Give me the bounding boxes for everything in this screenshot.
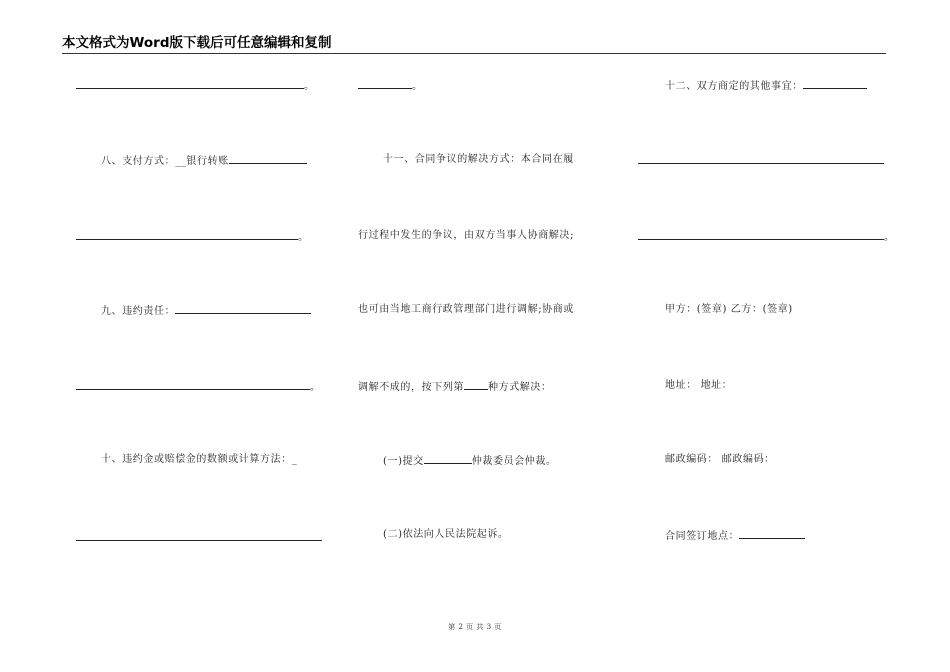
page-footer: 第 2 页 共 3 页 <box>448 623 502 631</box>
fill-blank <box>76 530 322 541</box>
right-line-2 <box>638 153 884 169</box>
left-penalty-calculation <box>101 453 297 467</box>
middle-lawsuit-option <box>383 528 509 542</box>
middle-dispute-text-2 <box>358 303 574 317</box>
middle-dispute-text-3 <box>358 379 552 395</box>
right-address <box>665 379 732 393</box>
right-postal-code <box>665 453 775 467</box>
fill-blank <box>739 528 805 539</box>
fill-blank <box>76 229 298 240</box>
fill-blank <box>638 153 884 164</box>
fill-blank <box>638 229 884 240</box>
left-line-7 <box>76 530 322 546</box>
signature-label: 甲方：(签章) 乙方：(签章) <box>665 304 793 315</box>
dispute-resolution-label: 十一、合同争议的解决方式：本合同在履 <box>383 154 574 165</box>
left-breach-liability <box>101 303 311 319</box>
fill-blank <box>175 303 311 314</box>
right-signing-location <box>665 528 805 544</box>
left-line-3 <box>76 229 309 245</box>
fill-blank <box>424 453 472 464</box>
breach-liability-label: 九、违约责任： <box>101 306 176 317</box>
arbitration-label: (一)提交 <box>383 456 424 467</box>
arbitration-label: 仲裁委员会仲裁。 <box>471 456 557 467</box>
left-line-1 <box>76 78 315 94</box>
fill-blank <box>76 78 304 89</box>
other-matters-label: 十二、双方商定的其他事宜： <box>665 81 803 92</box>
address-label: 地址： 地址： <box>665 380 733 391</box>
dispute-text: 也可由当地工商行政管理部门进行调解;协商或 <box>358 304 574 315</box>
left-payment-method <box>101 153 307 169</box>
right-line-3 <box>638 229 895 245</box>
line-end: 。 <box>298 232 309 243</box>
dispute-text: 行过程中发生的争议，由双方当事人协商解决; <box>358 230 574 241</box>
signing-location-label: 合同签订地点： <box>665 531 740 542</box>
dispute-text: 种方式解决： <box>488 382 552 393</box>
line-end: 。 <box>310 382 321 393</box>
right-signatures <box>665 303 793 317</box>
fill-blank <box>464 379 488 390</box>
middle-line-1 <box>358 78 423 94</box>
line-end: 。 <box>884 232 895 243</box>
middle-dispute-resolution <box>383 153 574 167</box>
dispute-text: 调解不成的，按下列第 <box>358 382 464 393</box>
fill-blank <box>803 78 867 89</box>
header-title: 本文格式为Word版下载后可任意编辑和复制 <box>62 35 332 51</box>
middle-dispute-text-1 <box>358 229 574 243</box>
right-other-matters <box>665 78 867 94</box>
page-header <box>62 34 886 54</box>
penalty-calculation-label: 十、违约金或赔偿金的数额或计算方法：_ <box>101 454 298 465</box>
fill-blank <box>358 78 412 89</box>
left-line-5 <box>76 379 321 395</box>
middle-arbitration-option <box>383 453 557 469</box>
fill-blank <box>76 379 310 390</box>
postal-code-label: 邮政编码： 邮政编码： <box>665 454 775 465</box>
line-end: 。 <box>304 81 315 92</box>
lawsuit-label: (二)依法向人民法院起诉。 <box>383 529 509 540</box>
fill-blank <box>229 153 307 164</box>
payment-method-label: 八、支付方式：__银行转账 <box>101 156 229 167</box>
line-end: 。 <box>412 81 423 92</box>
